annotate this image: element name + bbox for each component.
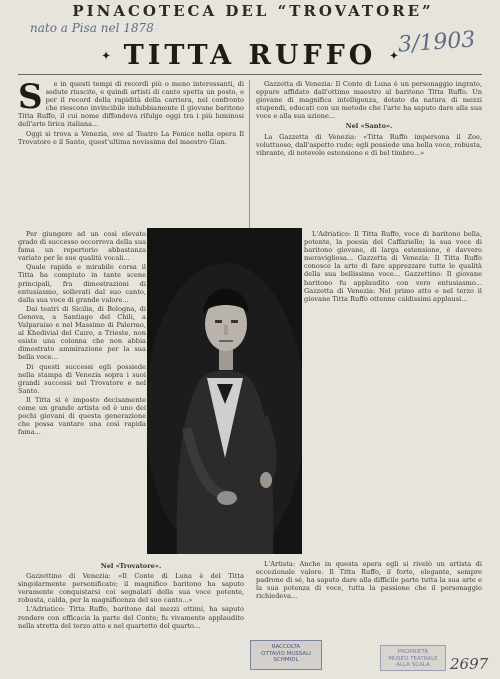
paragraph-venice: Oggi si trova a Venezia, ove al Teatro La Fenice nella opera Il Trovatore e il Santo, quest'ultima novissima del maestro Gian. — [18, 129, 244, 146]
stamp-line-2: OTTAVIO MUSSALI — [261, 650, 311, 657]
paragraph-artist: Il Titta si è imposto decisamente come un grande artista ed è uno dei pochi giovani di questa generazione che possa vantare una così rapida fama... — [18, 395, 146, 437]
ornament-right-icon: ✦ — [389, 51, 399, 62]
paragraph-career: Quale rapida e mirabile corsa il Titta ha compiuto in tante scene principali, fra dimostrazioni di entusiasmo, sollevati dal suo canto, dalla sua voce di grande valore... — [18, 263, 146, 304]
masthead: PINACOTECA DEL “TROVATORE” — [72, 2, 434, 20]
column-left-top — [18, 80, 244, 229]
portrait-photo — [147, 228, 302, 554]
review-santo: La Gazzetta di Venezia: «Titta Ruffo impersona il Zoe, voluttuoso, dall'aspetto rude; egli possiede una bella voce, robusta, vibrante, di notevole estensione e di bel timbro...» — [256, 132, 482, 157]
review-trovatore: Gazzettino di Venezia: «Il Conte di Luna è del Titta singolarmente personificato; il magnifico baritono ha saputo veramente conquistarsi coi segnalati della sua voce potente, robusta, calda, per la magnificenza del suo canto...» — [18, 572, 244, 605]
ornament-left-icon: ✦ — [101, 51, 111, 62]
column-right-middle — [304, 230, 482, 552]
collection-stamp — [250, 640, 322, 670]
reviews-santo-continued: L'Adriatico: Il Titta Ruffo, voce di baritono bella, potente, la poesia del Caffariello; la sua voce di baritono giovane, di larga estensione, è davvero meravigliosa... Gazzetta di Venezia: Il Titta Ruffo conosce la arte di fare apprezzare tutte le qualità della sua bellissima voce... Gazzettino: Il giovane baritono fu applaudito con vero entusiasmo... Gazzetta di Venezia: Nel primo atto e nel terzo il giovane Titta Ruffo ottenne caldissimi applausi... — [304, 230, 482, 303]
section-santo: Nel «Santo». — [345, 122, 393, 131]
portrait-figure-icon — [147, 228, 302, 554]
review-gazzetta: Gazzetta di Venezia: Il Conte di Luna è un personaggio ingrato, eppure affidato dall'ottimo maestro al baritono Titta Ruffo. Un giovane di magnifica intelligenza, dotato da natura di mezzi stupendi, educati con un metodo che l'arte ha saputo dare alla sua voce e alla sua azione... — [256, 80, 482, 121]
paragraph-repertoire: Per giungere ad un così elevato grado di successo occorreva della sua fama un repertorio abbastanza variato per le sue qualità vocali... — [18, 230, 146, 263]
handwritten-catalog-number: 2697 — [450, 655, 489, 673]
intro-paragraph: e in questi tempi di recordì più o meno interessanti, di sedute riuscite, e quindi artisti di canto spetta un posto, e per il record della rapidità della carriera, nel confronto che riescono invincibile indubbiamente il giovane baritono Titta Ruffo, il cui nome diffondeva rifulge oggi tra i più luminosi dell'arte lirica italiana... — [18, 80, 244, 129]
section-trovatore: Nel «Trovatore». — [100, 562, 162, 570]
museum-stamp-line-3: ALLA SCALA — [396, 662, 430, 668]
museum-stamp-line-1: PROPRIETÀ — [397, 649, 429, 655]
column-left-middle — [18, 230, 146, 552]
stamp-line-1: RACCOLTA — [271, 644, 301, 650]
stamp-line-3: SCHMIDL — [273, 657, 299, 663]
review-artista: L'Artista: Anche in questa opera egli si rivelò un artista di eccezionale valore. Il Titta Ruffo, il forte, elegante, sempre padrone di sé, ha saputo dare alla difficile parte tutta la sua arte e la sua potenza di voce, tutta la passione che il personaggio richiedeva... — [256, 560, 482, 601]
museum-stamp-line-2: MUSEO TEATRALE — [388, 655, 438, 662]
article-title-row — [0, 40, 500, 71]
column-right-top — [256, 80, 482, 229]
column-bottom-left — [18, 560, 244, 670]
paragraph-press: Di questi successi egli possiede nella stampa di Venezia sopra i suoi grandi successi nel Trovatore e nel Santo. — [18, 362, 146, 395]
column-bottom-right — [256, 560, 482, 642]
dropcap: S — [18, 80, 43, 117]
handwritten-date: 3/1903 — [397, 27, 477, 58]
paragraph-theatres: Dai teatri di Sicilia, di Bologna, di Genova, a Santiago del Chili, a Valparaiso e nel Massimo di Palermo, al Khedivial del Cairo, a Trieste, non esiste una colonna che non abbia dimostrato ammirazione per la sua bella voce... — [18, 304, 146, 362]
title-rule — [18, 74, 482, 75]
museum-stamp — [380, 645, 446, 671]
handwritten-birth-note: nato a Pisa nel 1878 — [30, 21, 154, 35]
article-title: TITTA RUFFO — [123, 40, 377, 71]
review-adriatico: L'Adriatico: Titta Ruffo, baritono dal mezzi ottimi, ha saputo rendere con efficacia la parte del Conte; fu vivamente applaudito nella stretta del terzo atto e nel quartetto del quarto... — [18, 605, 244, 630]
